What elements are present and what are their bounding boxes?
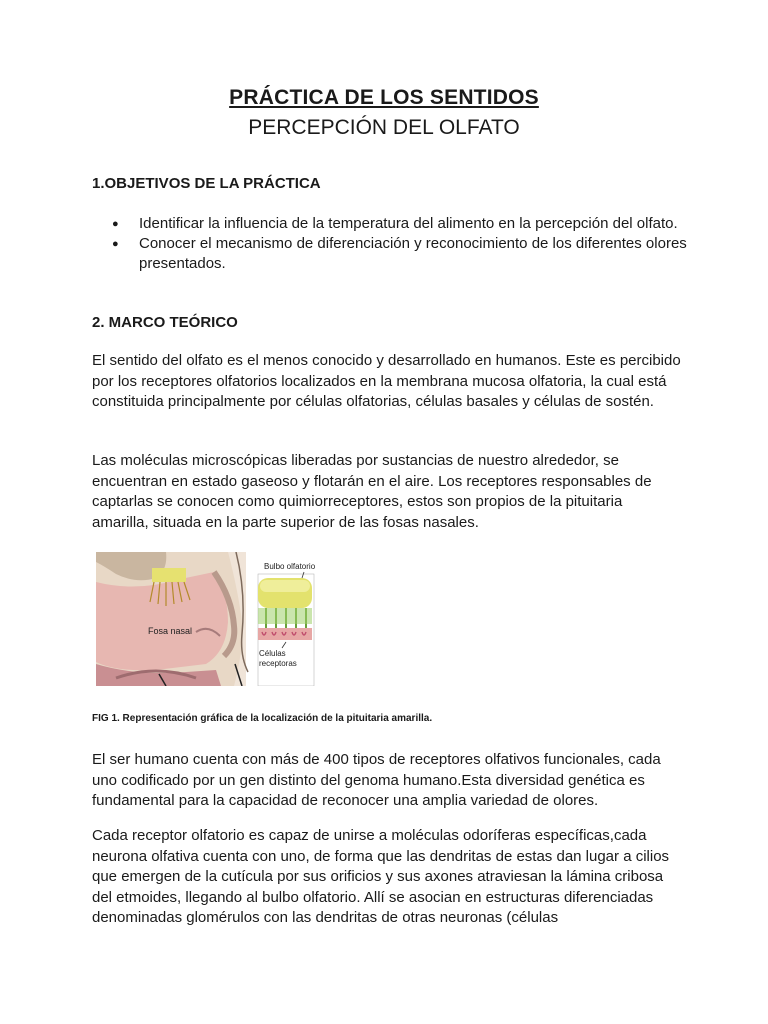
paragraph-3: El ser humano cuenta con más de 400 tipos de receptores olfativos funcionales, cada uno codificado por un gen distinto del genoma humano.Esta diversidad genética es fundamental para la capacidad de reconocer una amplia variedad de olores.: [92, 751, 661, 809]
page-title: PRÁCTICA DE LOS SENTIDOS: [229, 86, 539, 109]
list-item: ● Conocer el mecanismo de diferenciación y reconocimiento de los diferentes olores presentados.: [92, 234, 692, 274]
nasal-cross-section: [96, 552, 248, 686]
olfactory-bulb-inset: [258, 572, 314, 686]
section-heading-marco: 2. MARCO TEÓRICO: [92, 314, 238, 331]
paragraph-4: Cada receptor olfatorio es capaz de unirse a moléculas odoríferas específicas,cada neurona olfativa cuenta con uno, de forma que las dendritas de estas dan lugar a cilios que emergen de la cutícula por sus orificios y sus axones atraviesan la lámina cribosa del etmoides, llegando al bulbo olfatorio. Allí se asocian en estructuras diferenciadas denominadas glomérulos con las dendritas de otras neuronas (células: [92, 827, 670, 926]
label-celulas: Células: [259, 649, 286, 658]
list-item: ● Identificar la influencia de la temperatura del alimento en la percepción del olfato.: [92, 214, 692, 234]
label-bulbo-olfatorio: Bulbo olfatorio: [264, 562, 316, 571]
page-subtitle: PERCEPCIÓN DEL OLFATO: [248, 116, 520, 139]
olfactory-anatomy-figure: [96, 552, 342, 686]
section-heading-objetivos: 1.OBJETIVOS DE LA PRÁCTICA: [92, 175, 321, 192]
objectives-list: [92, 214, 692, 274]
figure-caption: FIG 1. Representación gráfica de la localización de la pituitaria amarilla.: [92, 713, 433, 724]
label-receptoras: receptoras: [259, 659, 297, 668]
paragraph-1: El sentido del olfato es el menos conocido y desarrollado en humanos. Este es percibido por los receptores olfatorios localizados en la membrana mucosa olfatoria, la cual está constituida principalmente por células olfatorias, células basales y células de sostén.: [92, 352, 681, 410]
paragraph-2: Las moléculas microscópicas liberadas por sustancias de nuestro alrededor, se encuentran en estado gaseoso y flotarán en el aire. Los receptores responsables de captarlas se conocen como quimiorreceptores, estos son propios de la pituitaria amarilla, situada en la parte superior de las fosas nasales.: [92, 452, 652, 531]
label-fosa-nasal: Fosa nasal: [148, 626, 193, 636]
